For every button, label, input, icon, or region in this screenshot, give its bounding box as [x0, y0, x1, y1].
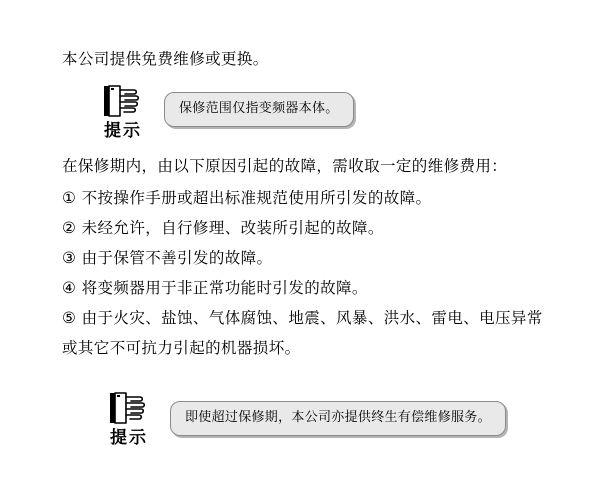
intro-paragraph: 本公司提供免费维修或更换。: [62, 50, 269, 68]
list-item: ② 未经允许，自行修理、改装所引起的故障。: [62, 219, 384, 237]
hand-pointing-icon: [106, 389, 152, 427]
list-item-continuation: 或其它不可抗力引起的机器损坏。: [62, 339, 301, 357]
tip-bubble-1: 保修范围仅指变频器本体。: [164, 92, 354, 127]
list-item: ③ 由于保管不善引发的故障。: [62, 249, 273, 267]
list-item: ④ 将变频器用于非正常功能时引发的故障。: [62, 279, 368, 297]
tip-callout-2: [62, 389, 545, 448]
list-item: ⑤ 由于火灾、盐蚀、气体腐蚀、地震、风暴、洪水、雷电、电压异常: [62, 309, 543, 327]
tip-icon-group-1: [84, 82, 162, 141]
list-item: ① 不按操作手册或超出标准规范使用所引发的故障。: [62, 189, 432, 207]
tip-label-1: 提示: [104, 121, 142, 141]
tip-bubble-2: 即使超过保修期，本公司亦提供终生有偿维修服务。: [170, 401, 506, 436]
tip-label-2: 提示: [110, 428, 148, 448]
reason-list: [62, 183, 545, 363]
body-paragraph: 在保修期内，由以下原因引起的故障，需收取一定的维修费用：: [62, 157, 508, 175]
tip-callout-1: [62, 82, 545, 141]
hand-pointing-icon: [100, 82, 146, 120]
tip-icon-group-2: [90, 389, 168, 448]
